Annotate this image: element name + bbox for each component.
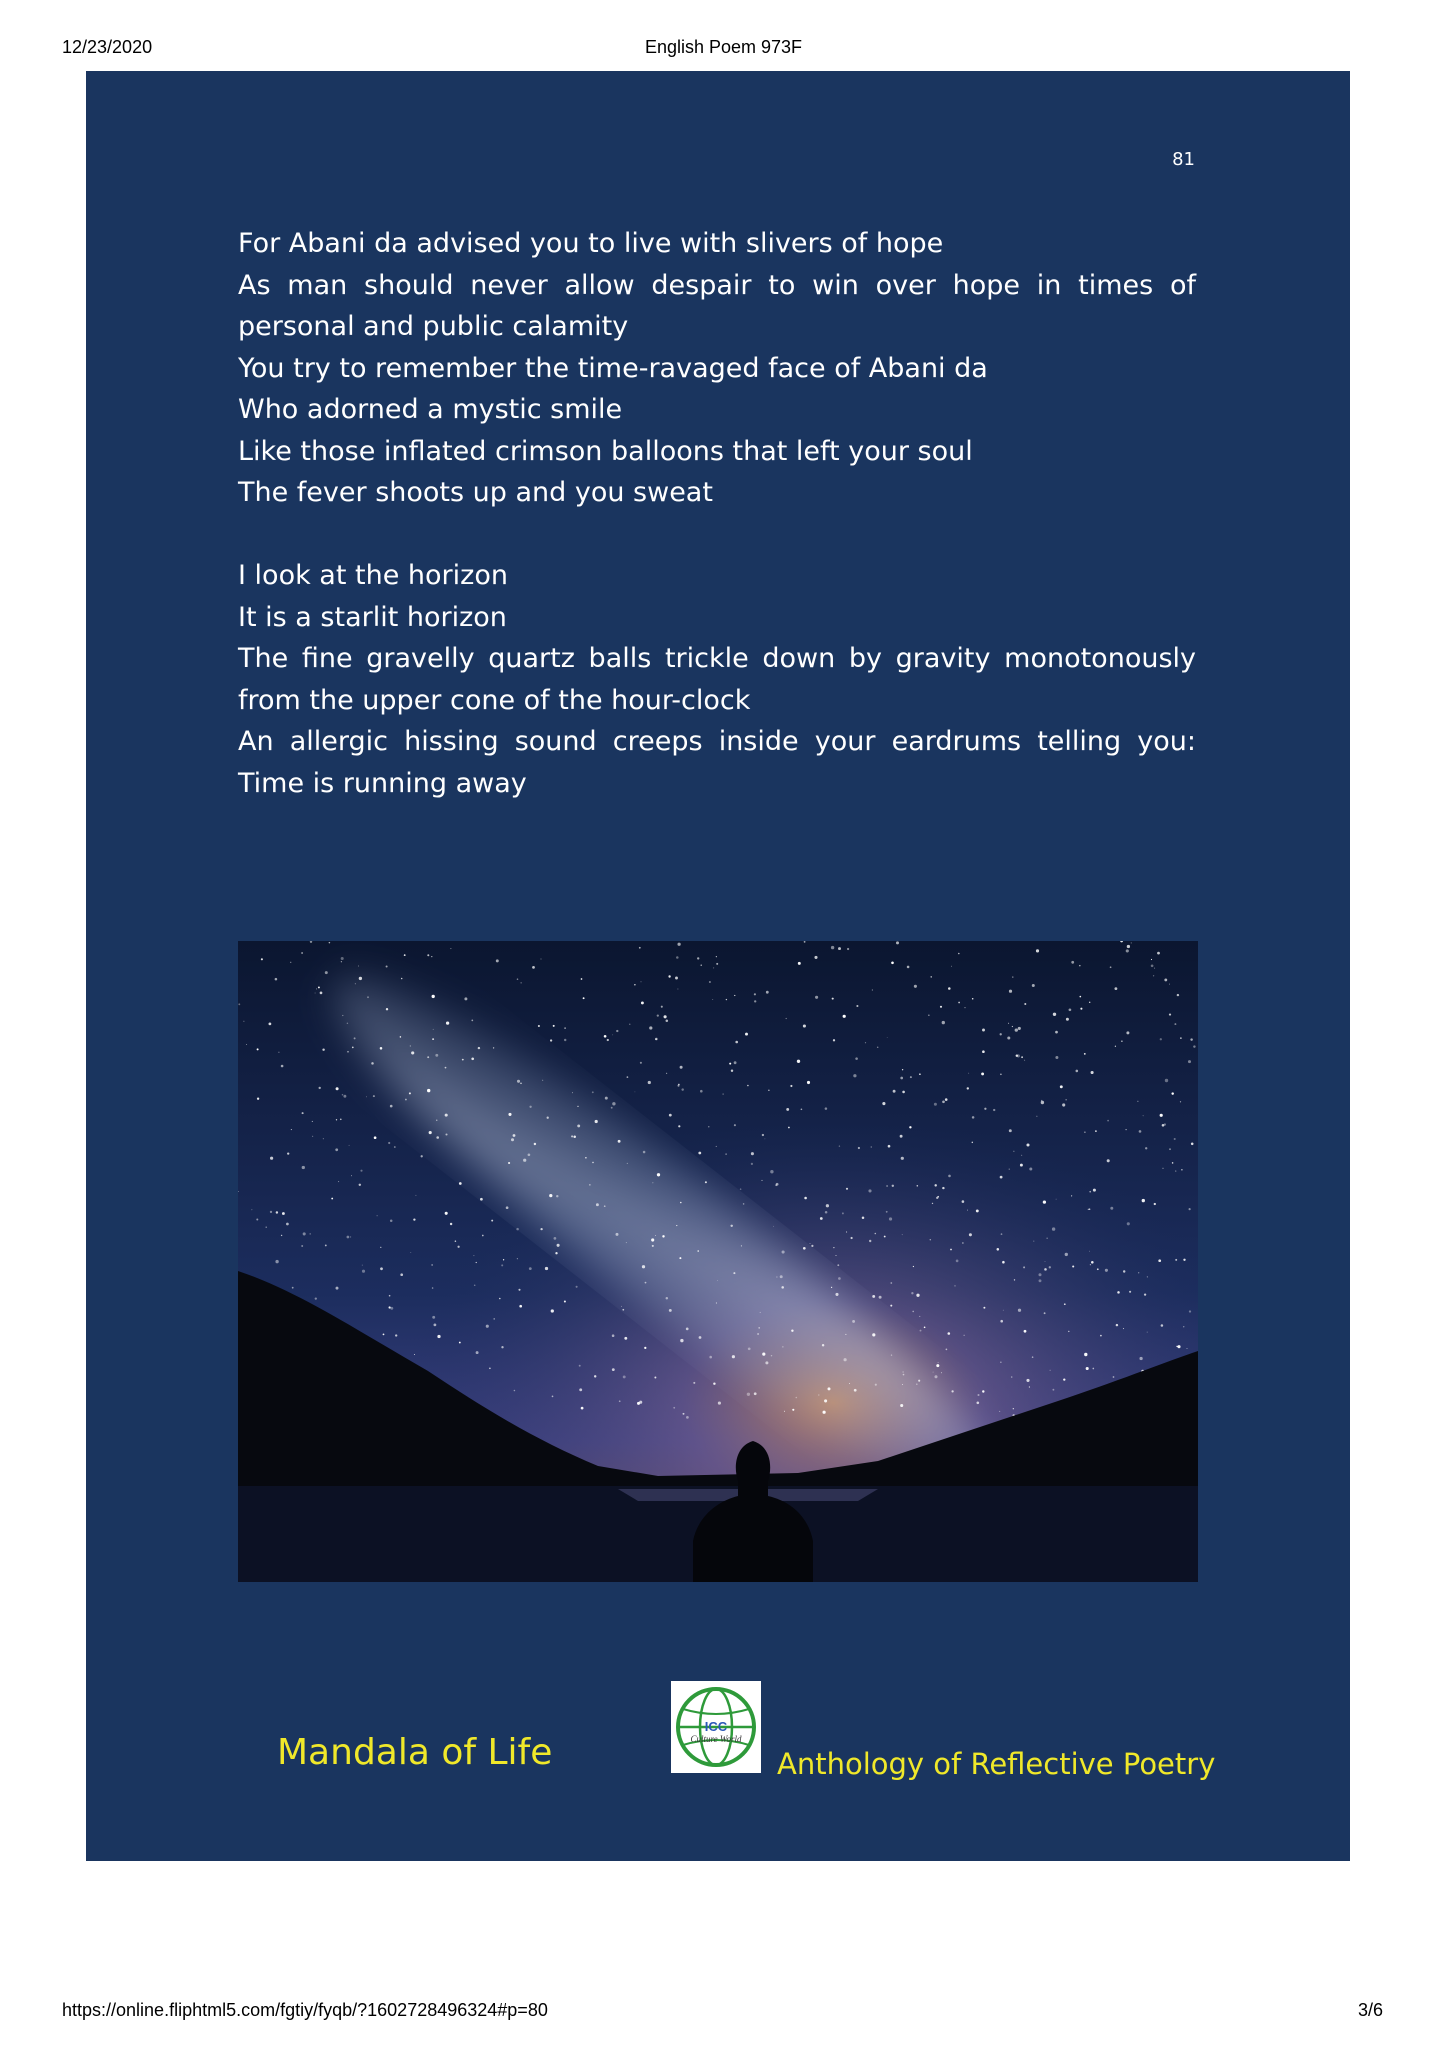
- logo-text-icc: ICC: [704, 1719, 728, 1734]
- poem-text: [238, 223, 1196, 846]
- print-title: English Poem 973F: [644, 37, 803, 57]
- logo-text-culture-world: Culture World: [690, 1734, 742, 1744]
- book-subtitle: Anthology of Reflective Poetry: [777, 1747, 1216, 1781]
- poem-line: from the upper cone of the hour-clock: [238, 684, 751, 716]
- print-page-count: 3/6: [1357, 2000, 1383, 2020]
- poem-line: The fine gravelly quartz balls trickle down by gravity monotonously: [238, 643, 1196, 674]
- poem-line: Time is running away: [238, 767, 527, 799]
- stanza-1: [238, 223, 1196, 514]
- poem-line: As man should never allow despair to win over hope in times of: [238, 269, 1196, 301]
- poem-line: For Abani da advised you to live with slivers of hope: [238, 228, 944, 259]
- starry-sky-photo: [238, 941, 1198, 1582]
- poem-line: The fever shoots up and you sweat: [238, 477, 713, 508]
- poem-line: Like those inflated crimson balloons that left your soul: [238, 435, 973, 467]
- print-url: https://online.fliphtml5.com/fgtiy/fyqb/?1602728496324#p=80: [62, 2000, 548, 2020]
- poem-page: [86, 71, 1350, 1861]
- poem-line: You try to remember the time-ravaged face of Abani da: [238, 352, 988, 384]
- poem-line: An allergic hissing sound creeps inside your eardrums telling you:: [238, 726, 1196, 757]
- poem-line: personal and public calamity: [238, 311, 629, 342]
- page-number: 81: [1172, 149, 1195, 170]
- poem-line: I look at the horizon: [238, 560, 508, 591]
- print-date: 12/23/2020: [62, 37, 153, 57]
- icc-culture-world-logo: [671, 1681, 761, 1773]
- poem-line: Who adorned a mystic smile: [238, 394, 623, 425]
- poem-line: It is a starlit horizon: [238, 601, 507, 633]
- book-title: Mandala of Life: [277, 1732, 553, 1773]
- stanza-2: [238, 555, 1196, 804]
